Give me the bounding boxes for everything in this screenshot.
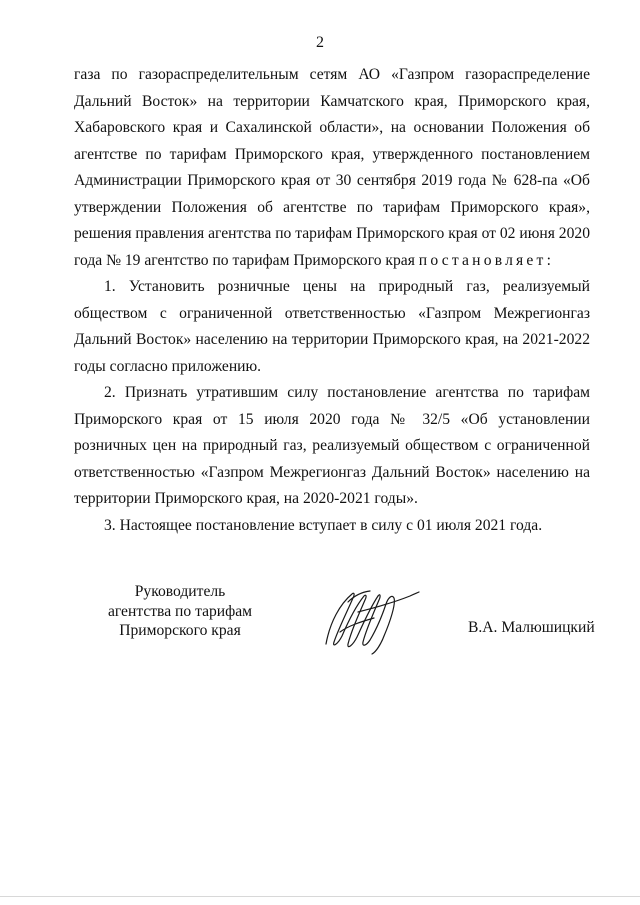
scan-edge-divider [0, 896, 640, 897]
document-body [74, 62, 590, 539]
paragraph-item-1: 1. Установить розничные цены на природный газ, реализуемый обществом с ограниченной ответственностью «Газпром Межрегионгаз Дальний Восток» населению на территории Приморского края, на 2021-2022 годы согласно приложению. [74, 278, 590, 375]
handwritten-signature [318, 582, 428, 657]
paragraph-preamble [74, 62, 590, 274]
signatory-title-line: Приморского края [119, 622, 241, 639]
signatory-title-line: агентства по тарифам [107, 602, 253, 620]
signatory-title [90, 582, 270, 641]
paragraph-item-3: 3. Настоящее постановление вступает в силу с 01 июля 2021 года. [104, 516, 543, 534]
resolution-word: постановляет: [418, 251, 555, 269]
page-number: 2 [316, 34, 324, 51]
paragraph-item-2: 2. Признать утратившим силу постановление агентства по тарифам Приморского края от 15 июля 2020 года № 32/5 «Об установлении розничных цен на природный газ, реализуемый обществом с ограниченной ответственностью «Газпром Межрегионгаз Дальний Восток» населению на территории Приморского края, на 2020-2021 годы». [74, 384, 590, 507]
signatory-title-line: Руководитель [134, 583, 226, 600]
signatory-name: В.А. Малюшицкий [468, 619, 595, 636]
preamble-text: газа по газораспределительным сетям АО «Газпром газораспределение Дальний Восток» на территории Камчатского края, Приморского края, Хабаровского края и Сахалинской области», на основании Положения об агентстве по тарифам Приморского края, утвержденного постановлением Администрации Приморского края от 30 сентября 2019 года № 628-па «Об утверждении Положения об агентстве по тарифам Приморского края», решения правления агентства по тарифам Приморского края от 02 июня 2020 года № 19 агентство по тарифам Приморского края [74, 66, 590, 269]
